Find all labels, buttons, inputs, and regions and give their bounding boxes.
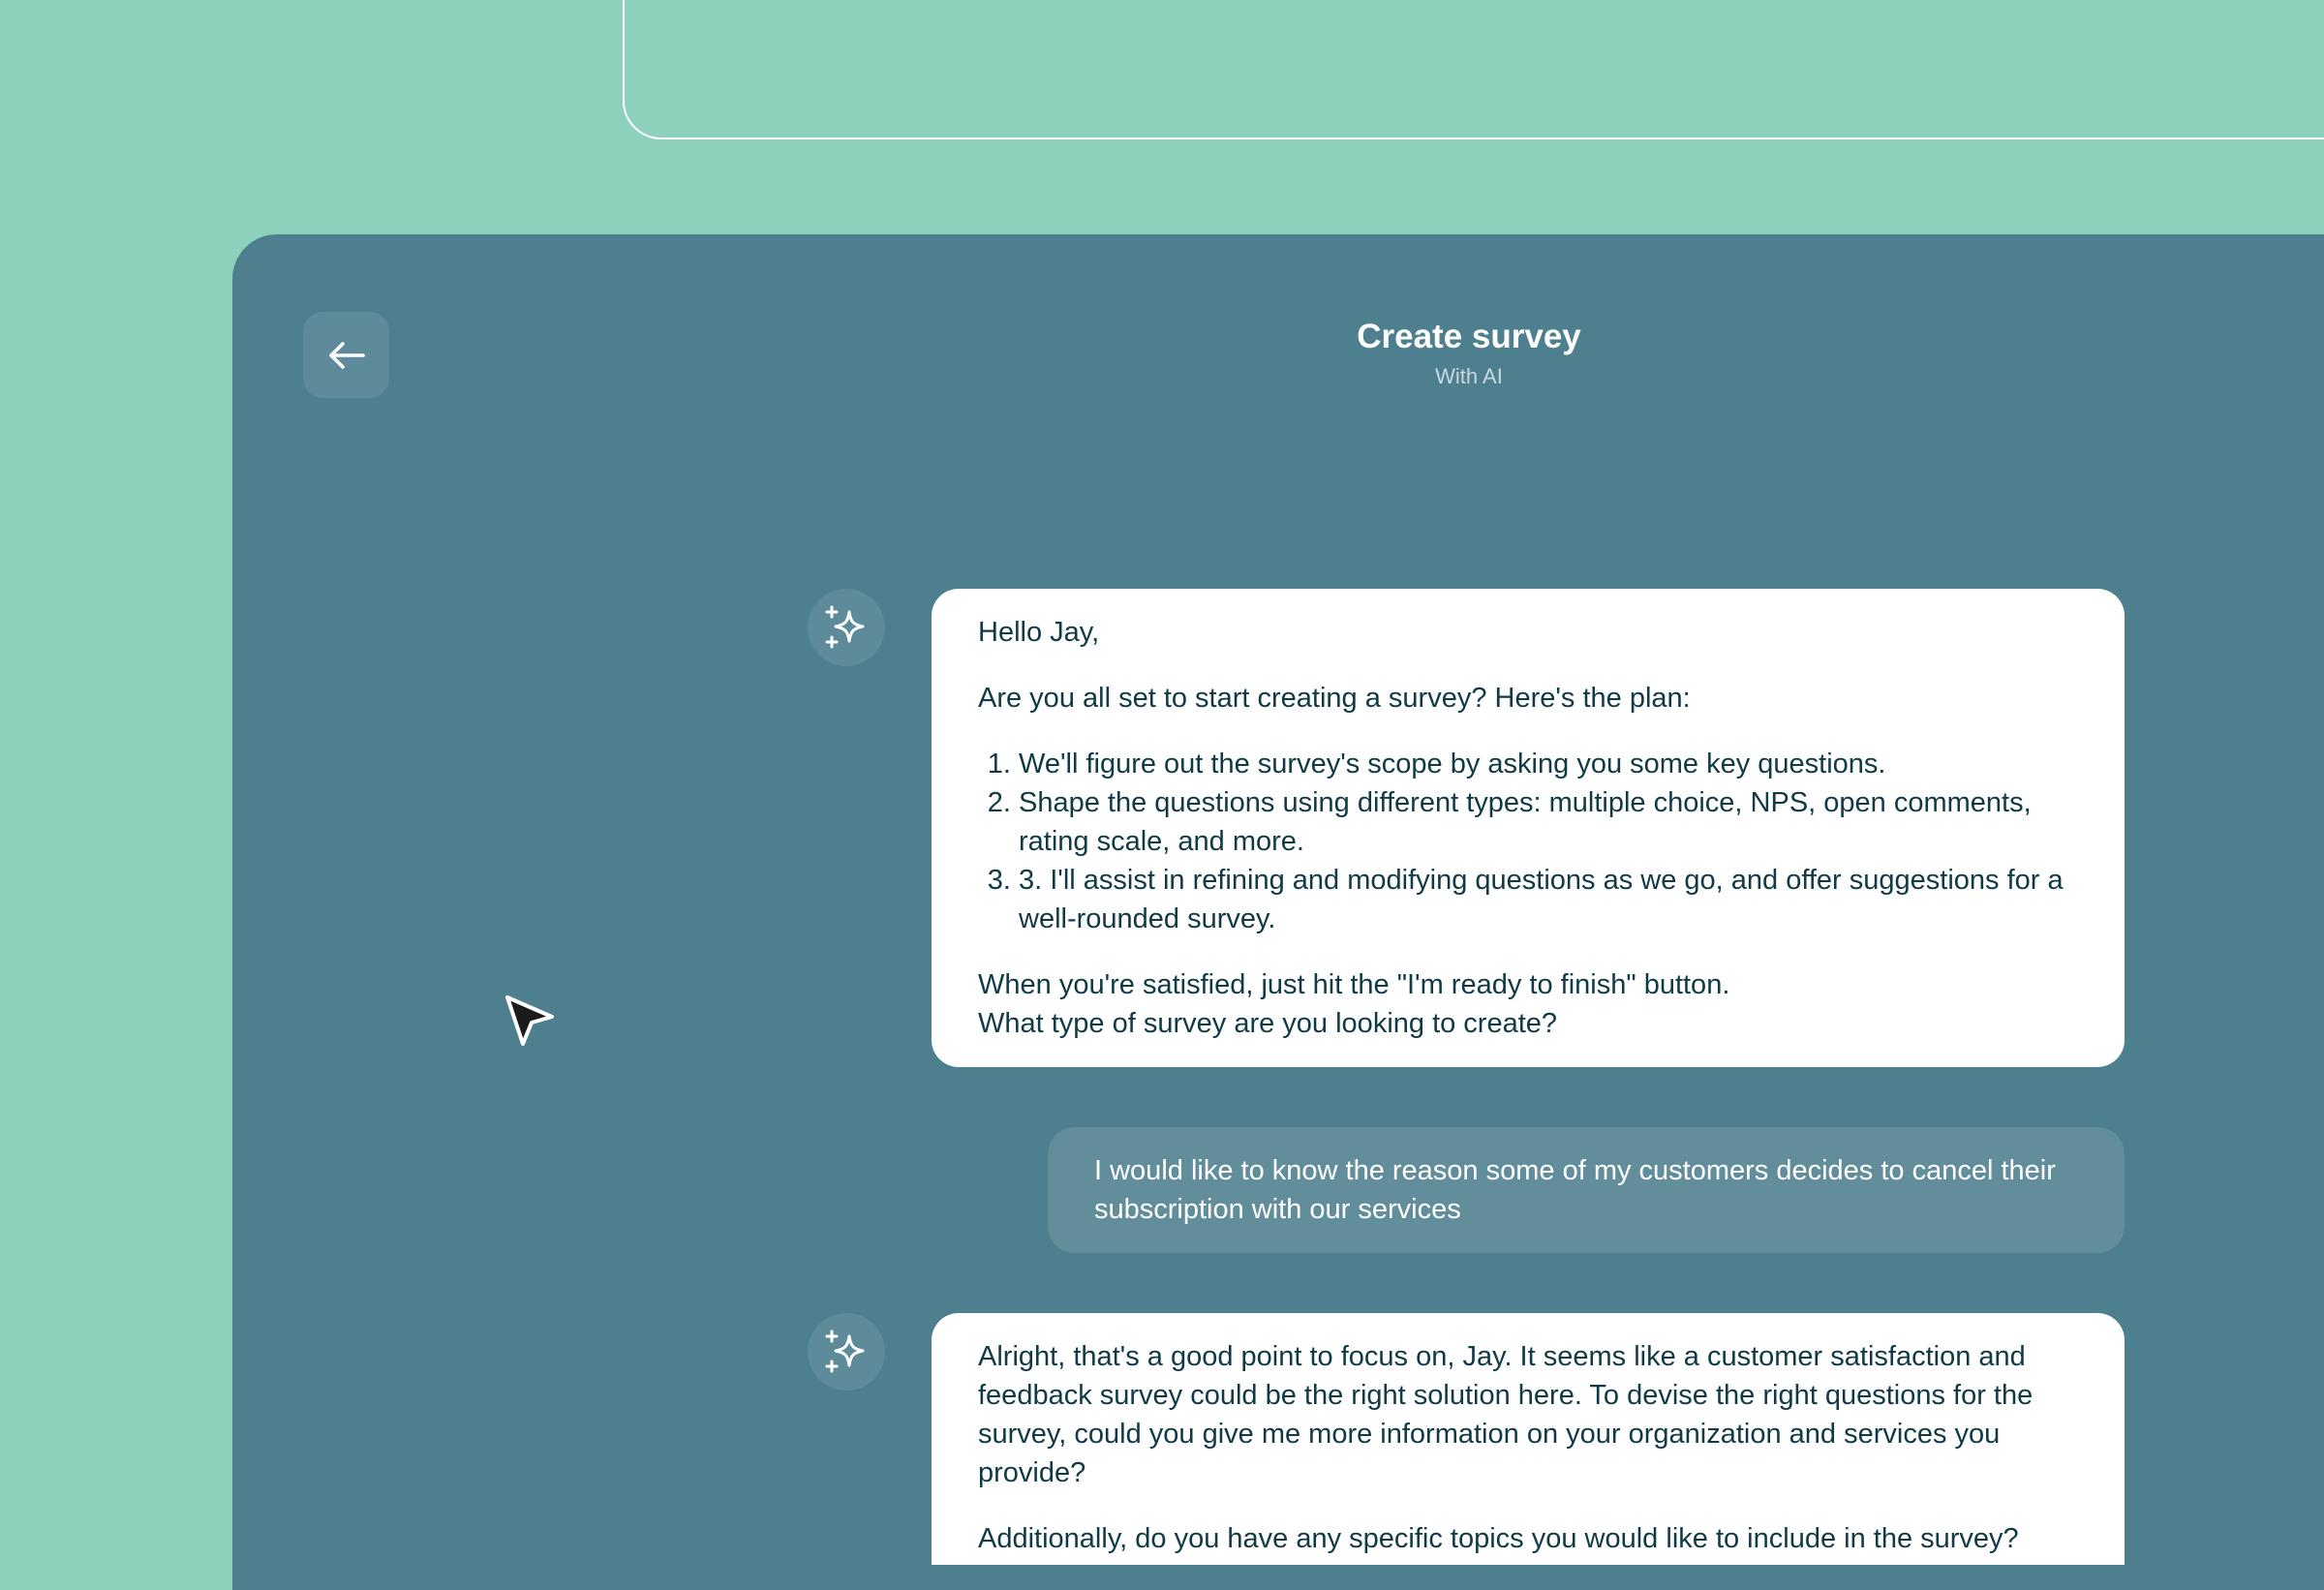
back-button[interactable] [303, 312, 389, 398]
list-item: 2. Shape the questions using different types: multiple choice, NPS, open comments, rating scale, and more. [1019, 783, 2078, 861]
page-subtitle: With AI [1435, 364, 1503, 388]
arrow-left-icon [328, 341, 365, 370]
ai-avatar [808, 589, 885, 666]
page-title: Create survey [1357, 318, 1581, 355]
message-paragraph: Additionally, do you have any specific topics you would like to include in the survey? [978, 1523, 2019, 1554]
page-header [1275, 312, 1663, 391]
ai-avatar [808, 1313, 885, 1391]
list-item: 3. 3. I'll assist in refining and modifying questions as we go, and offer suggestions for a well-rounded survey. [1019, 861, 2078, 938]
mouse-pointer-icon [504, 994, 556, 1050]
plan-list [978, 745, 2078, 938]
sparkles-icon [822, 1328, 871, 1376]
list-item: 1. We'll figure out the survey's scope by asking you some key questions. [1019, 745, 2078, 783]
background-card-outline [623, 0, 2324, 139]
ai-message-bubble [932, 589, 2125, 1067]
sparkles-icon [822, 603, 871, 652]
message-outro: When you're satisfied, just hit the "I'm ready to finish" button. [978, 969, 1730, 1000]
ai-message-bubble [932, 1313, 2125, 1565]
user-message-text: I would like to know the reason some of my customers decides to cancel their subscription with our services [1094, 1155, 2056, 1225]
message-question: What type of survey are you looking to create? [978, 1008, 1558, 1039]
message-intro: Are you all set to start creating a survey? Here's the plan: [978, 683, 1691, 714]
message-paragraph: Alright, that's a good point to focus on, Jay. It seems like a customer satisfaction and feedback survey could be the right solution here. To devise the right questions for the survey, could you give me more information on your organization and services you provide? [978, 1341, 2034, 1488]
user-message-bubble [1048, 1127, 2125, 1253]
message-greeting: Hello Jay, [978, 617, 1100, 648]
